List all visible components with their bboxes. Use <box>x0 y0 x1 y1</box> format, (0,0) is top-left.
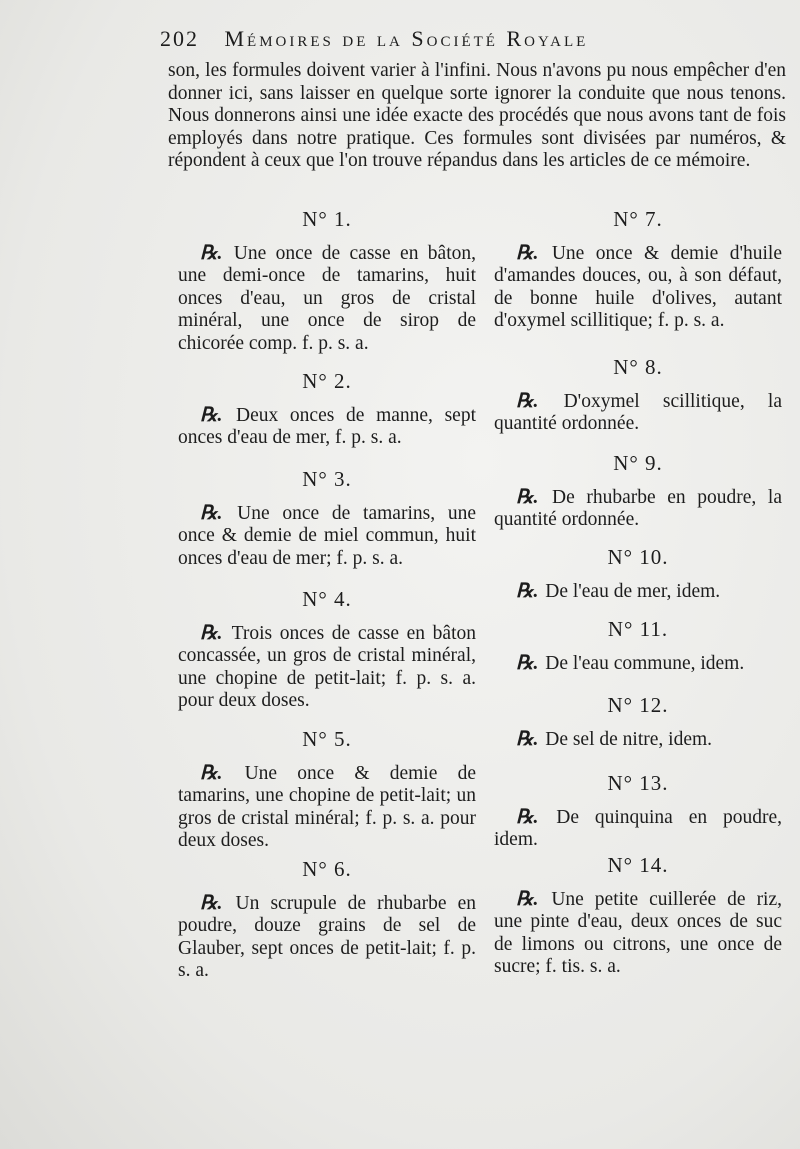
recipe-12 <box>494 694 782 751</box>
recipe-body: De quinquina en poudre, idem. <box>494 806 782 851</box>
recipe-symbol: ℞. <box>516 242 539 264</box>
recipe-symbol: ℞. <box>516 486 539 508</box>
recipe-number: N° 9. <box>613 451 663 475</box>
recipe-10 <box>494 546 782 603</box>
recipe-number: N° 4. <box>302 587 352 611</box>
recipe-body: De l'eau commune, idem. <box>545 652 745 674</box>
recipe-5 <box>178 728 476 853</box>
recipe-9 <box>494 452 782 532</box>
recipe-symbol: ℞. <box>200 762 223 784</box>
recipe-symbol: ℞. <box>200 502 223 524</box>
recipe-body: De sel de nitre, idem. <box>545 728 713 750</box>
recipe-number: N° 2. <box>302 369 352 393</box>
recipe-symbol: ℞. <box>516 580 539 602</box>
recipe-number: N° 10. <box>607 545 669 569</box>
recipe-text <box>494 581 782 604</box>
recipe-text <box>494 729 782 752</box>
recipe-number: N° 12. <box>607 693 669 717</box>
recipe-body: Une once & demie d'huile d'amandes douces, ou, à son défaut, de bonne huile d'olives, autant d'oxymel scillitique; f. p. s. a. <box>494 242 782 332</box>
recipe-text <box>494 653 782 676</box>
recipe-11 <box>494 618 782 675</box>
recipe-6 <box>178 858 476 983</box>
recipe-symbol: ℞. <box>200 404 223 426</box>
recipe-number: N° 3. <box>302 467 352 491</box>
recipe-body: Une once de tamarins, une once & demie de miel commun, huit onces d'eau de mer; f. p. s. a. <box>178 502 476 569</box>
recipe-symbol: ℞. <box>516 390 539 412</box>
recipe-body: Une once de casse en bâton, une demi-once de tamarins, huit onces d'eau, un gros de cristal minéral, une once de sirop de chicorée comp. f. p. s. a. <box>178 242 477 354</box>
recipe-symbol: ℞. <box>516 888 539 910</box>
running-header <box>160 26 720 52</box>
recipe-body: Une once & demie de tamarins, une chopine de petit-lait; un gros de cristal minéral; f. p. s. a. pour deux doses. <box>178 762 477 852</box>
recipe-number: N° 5. <box>302 727 352 751</box>
recipe-symbol: ℞. <box>516 806 539 828</box>
recipe-symbol: ℞. <box>516 728 539 750</box>
recipe-number: N° 6. <box>302 857 352 881</box>
recipe-2 <box>178 370 476 450</box>
running-title: Mémoires de la Société Royale <box>224 26 589 51</box>
recipe-1 <box>178 208 476 356</box>
recipe-body: Trois onces de casse en bâton concassée, un gros de cristal minéral, une chopine de petit-lait; f. p. s. a. pour deux doses. <box>178 622 476 712</box>
recipe-text <box>494 487 782 532</box>
recipe-number: N° 1. <box>302 207 352 231</box>
recipe-text <box>494 807 782 852</box>
recipe-text <box>178 243 476 356</box>
recipe-symbol: ℞. <box>200 242 223 264</box>
recipe-3 <box>178 468 476 570</box>
intro-paragraph: son, les formules doivent varier à l'infini. Nous n'avons pu nous empêcher d'en donner ici, sans laisser en quelque sorte ignorer la conduite que nous tenons. Nous donnerons ainsi une idée exacte des procédés que nous avons tant de fois employés dans notre pratique. Ces formules sont divisées par numéros, & répondent à ceux que l'on trouve répandus dans les articles de ce mémoire. <box>168 60 786 172</box>
recipe-number: N° 13. <box>607 771 669 795</box>
recipe-text <box>494 391 782 436</box>
recipe-body: D'oxymel scillitique, la quantité ordonnée. <box>494 390 782 435</box>
recipe-number: N° 11. <box>607 617 669 641</box>
recipe-body: Une petite cuillerée de riz, une pinte d'eau, deux onces de suc de limons ou citrons, une once de sucre; f. tis. s. a. <box>494 888 783 978</box>
recipe-text <box>178 763 476 853</box>
recipe-text <box>494 889 782 979</box>
recipe-body: De l'eau de mer, idem. <box>545 580 721 602</box>
recipe-number: N° 14. <box>607 853 669 877</box>
recipe-14 <box>494 854 782 979</box>
recipe-symbol: ℞. <box>200 622 223 644</box>
recipe-4 <box>178 588 476 713</box>
recipe-body: Un scrupule de rhubarbe en poudre, douze grains de sel de Glauber, sept onces de petit-lait; f. p. s. a. <box>178 892 477 982</box>
recipe-symbol: ℞. <box>516 652 539 674</box>
recipe-body: De rhubarbe en poudre, la quantité ordonnée. <box>494 486 782 531</box>
recipe-text <box>178 623 476 713</box>
recipe-13 <box>494 772 782 852</box>
recipe-text <box>494 243 782 333</box>
recipe-7 <box>494 208 782 333</box>
recipe-body: Deux onces de manne, sept onces d'eau de mer, f. p. s. a. <box>178 404 476 449</box>
recipe-number: N° 8. <box>613 355 663 379</box>
recipe-text <box>178 503 476 571</box>
page-number: 202 <box>160 26 199 51</box>
recipe-number: N° 7. <box>613 207 663 231</box>
recipe-text <box>178 893 476 983</box>
recipe-text <box>178 405 476 450</box>
recipe-8 <box>494 356 782 436</box>
recipe-symbol: ℞. <box>200 892 223 914</box>
